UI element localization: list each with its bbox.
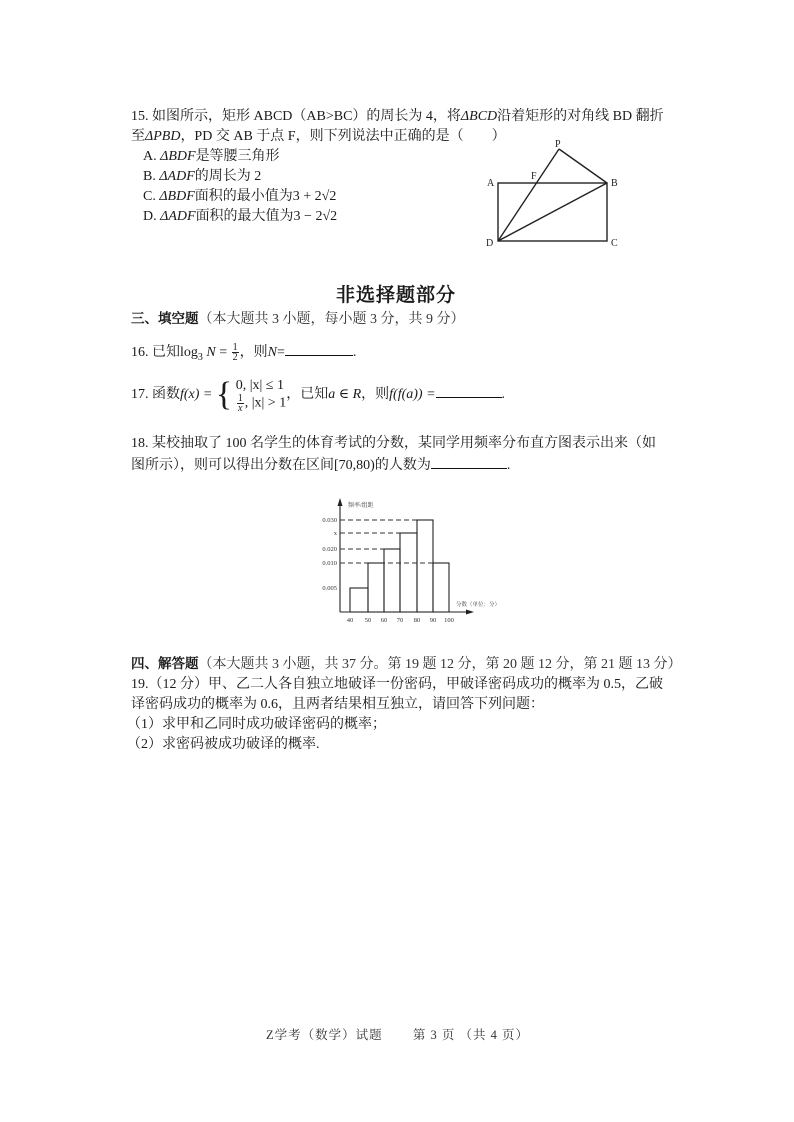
answer-blank[interactable] (436, 383, 502, 398)
q15-text: ，PD 交 AB 于点 F，则下列说法中正确的是（ ） (180, 129, 506, 144)
bar-90-100 (433, 563, 449, 612)
fraction-denominator: x (237, 403, 243, 414)
y-tick-label: x (333, 530, 337, 537)
math-var: N (206, 345, 216, 360)
math-triangle: ΔADF (159, 169, 195, 184)
fraction (232, 343, 239, 362)
point-p-label: P (555, 139, 561, 150)
question-number: 16. (131, 345, 149, 360)
bar-80-90 (417, 520, 433, 612)
point-f-label: F (531, 171, 537, 182)
section-heading: 非选择题部分 (336, 284, 457, 306)
y-axis-label: 频率/组距 (348, 503, 374, 509)
q15-line2 (131, 127, 506, 147)
x-tick-label: 80 (413, 617, 421, 624)
bar-70-80 (400, 533, 417, 612)
fraction-denominator: 2 (232, 352, 238, 364)
x-tick-label: 70 (396, 617, 404, 624)
q17-text: ，则 (361, 387, 390, 403)
x-tick-label: 60 (380, 617, 388, 624)
option-label: C. (143, 189, 156, 204)
q15-text: 至 (131, 129, 145, 144)
q17-text: ，已知 (286, 387, 329, 403)
q19-part-1: （1）求甲和乙同时成功破译密码的概率； (127, 717, 386, 732)
section4-header (131, 654, 682, 675)
q15-text: 沿着矩形的对角线 BD 翻折 (497, 109, 664, 124)
math-triangle: ΔBDF (159, 189, 195, 204)
point-c-label: C (611, 238, 618, 249)
q15-option-a (143, 147, 280, 167)
option-text: 的周长为 2 (194, 169, 262, 184)
answer-blank[interactable] (285, 341, 353, 356)
option-text: 面积的最小值为3 + 2√2 (194, 189, 337, 204)
q16 (131, 341, 356, 368)
period: . (501, 387, 506, 403)
q19-part-2: （2）求密码被成功破译的概率. (127, 737, 320, 752)
condition: a ∈ R (328, 387, 362, 403)
q16-text: ，则 (239, 345, 268, 360)
q19-line1: 19.（12 分）甲、乙二人各自独立地破译一份密码，甲破译密码成功的概率为 0.5，乙破 (131, 677, 663, 692)
option-text: 是等腰三角形 (195, 149, 280, 164)
question-number: 15. (131, 109, 149, 124)
q18-text: 某校抽取了 100 名学生的体育考试的分数，某同学用频率分布直方图表示出来（如 (152, 436, 656, 451)
y-tick-label: 0.030 (322, 517, 337, 524)
point-a-label: A (487, 178, 495, 189)
x-axis-arrow-icon (466, 610, 474, 615)
case-2 (236, 394, 287, 413)
section-note: （本大题共 3 小题，每小题 3 分，共 9 分） (198, 312, 465, 327)
x-tick-label: 90 (429, 617, 437, 624)
section3-header (131, 309, 465, 330)
page-footer (266, 1025, 529, 1043)
q16-text: 已知log (152, 345, 198, 360)
q15-option-c (143, 187, 336, 207)
q15-option-b (143, 167, 261, 187)
x-axis-label: 分数（单位：分） (456, 602, 500, 608)
bar-40-50 (350, 588, 368, 612)
y-axis-arrow-icon (338, 498, 343, 506)
fraction-numerator: 1 (237, 393, 243, 404)
point-b-label: B (611, 178, 618, 189)
left-brace-icon: { (215, 376, 233, 413)
q15-option-d (143, 207, 337, 227)
math-eq: = (215, 345, 231, 360)
q18-line2 (131, 454, 510, 476)
y-tick-label: 0.020 (322, 546, 337, 553)
q15-text: 如图所示，矩形 ABCD（AB>BC）的周长为 4，将 (152, 109, 461, 124)
period: . (506, 458, 511, 473)
x-tick-label: 100 (444, 617, 454, 624)
q15-line1 (131, 107, 664, 127)
question-number: 18. (131, 436, 149, 451)
q19-line2: 译密码成功的概率为 0.6，且两者结果相互独立，请回答下列问题： (131, 697, 544, 712)
y-tick-label: 0.005 (322, 585, 337, 592)
point-d-label: D (486, 238, 494, 249)
q17 (131, 377, 505, 413)
period: . (352, 345, 357, 360)
option-label: B. (143, 169, 156, 184)
log-base: 3 (197, 351, 203, 363)
option-label: A. (143, 149, 157, 164)
q16-text: = (276, 345, 285, 360)
piecewise-cases (236, 377, 287, 413)
footer-subject: Z学考（数学）试题 (266, 1028, 383, 1042)
section-note: （本大题共 3 小题，共 37 分。第 19 题 12 分，第 20 题 12 分，第 21 题 13 分） (198, 657, 682, 672)
q18-text: 图所示），则可以得出分数在区间[70,80)的人数为 (131, 458, 431, 473)
option-label: D. (143, 209, 157, 224)
fraction-numerator: 1 (232, 342, 238, 354)
answer-blank[interactable] (431, 454, 507, 469)
case-2-text: , |x| > 1 (244, 395, 287, 411)
fraction (237, 394, 244, 413)
function-def: f(x) = (180, 387, 213, 403)
bar-60-70 (384, 549, 400, 612)
math-triangle: ΔBDF (160, 149, 196, 164)
question-number: 17. (131, 387, 149, 403)
frequency-histogram (300, 490, 500, 630)
footer-page-number: 第 3 页 （共 4 页） (412, 1028, 530, 1042)
section-title: 三、填空题 (131, 311, 199, 327)
math-triangle: ΔPBD (145, 129, 181, 144)
math-var: N (267, 345, 277, 360)
section-title: 四、解答题 (131, 656, 199, 672)
case-1: 0, |x| ≤ 1 (235, 378, 284, 393)
x-tick-label: 40 (346, 617, 354, 624)
y-tick-label: 0.010 (322, 560, 337, 567)
option-text: 面积的最大值为3 − 2√2 (195, 209, 338, 224)
q18-line1 (131, 434, 656, 454)
x-tick-label: 50 (364, 617, 372, 624)
math-triangle: ΔBCD (460, 109, 498, 124)
rectangle-fold-diagram (480, 138, 630, 253)
bar-50-60 (368, 563, 384, 612)
math-triangle: ΔADF (160, 209, 196, 224)
expression: f(f(a)) = (389, 387, 436, 403)
q17-text: 函数 (152, 387, 180, 403)
